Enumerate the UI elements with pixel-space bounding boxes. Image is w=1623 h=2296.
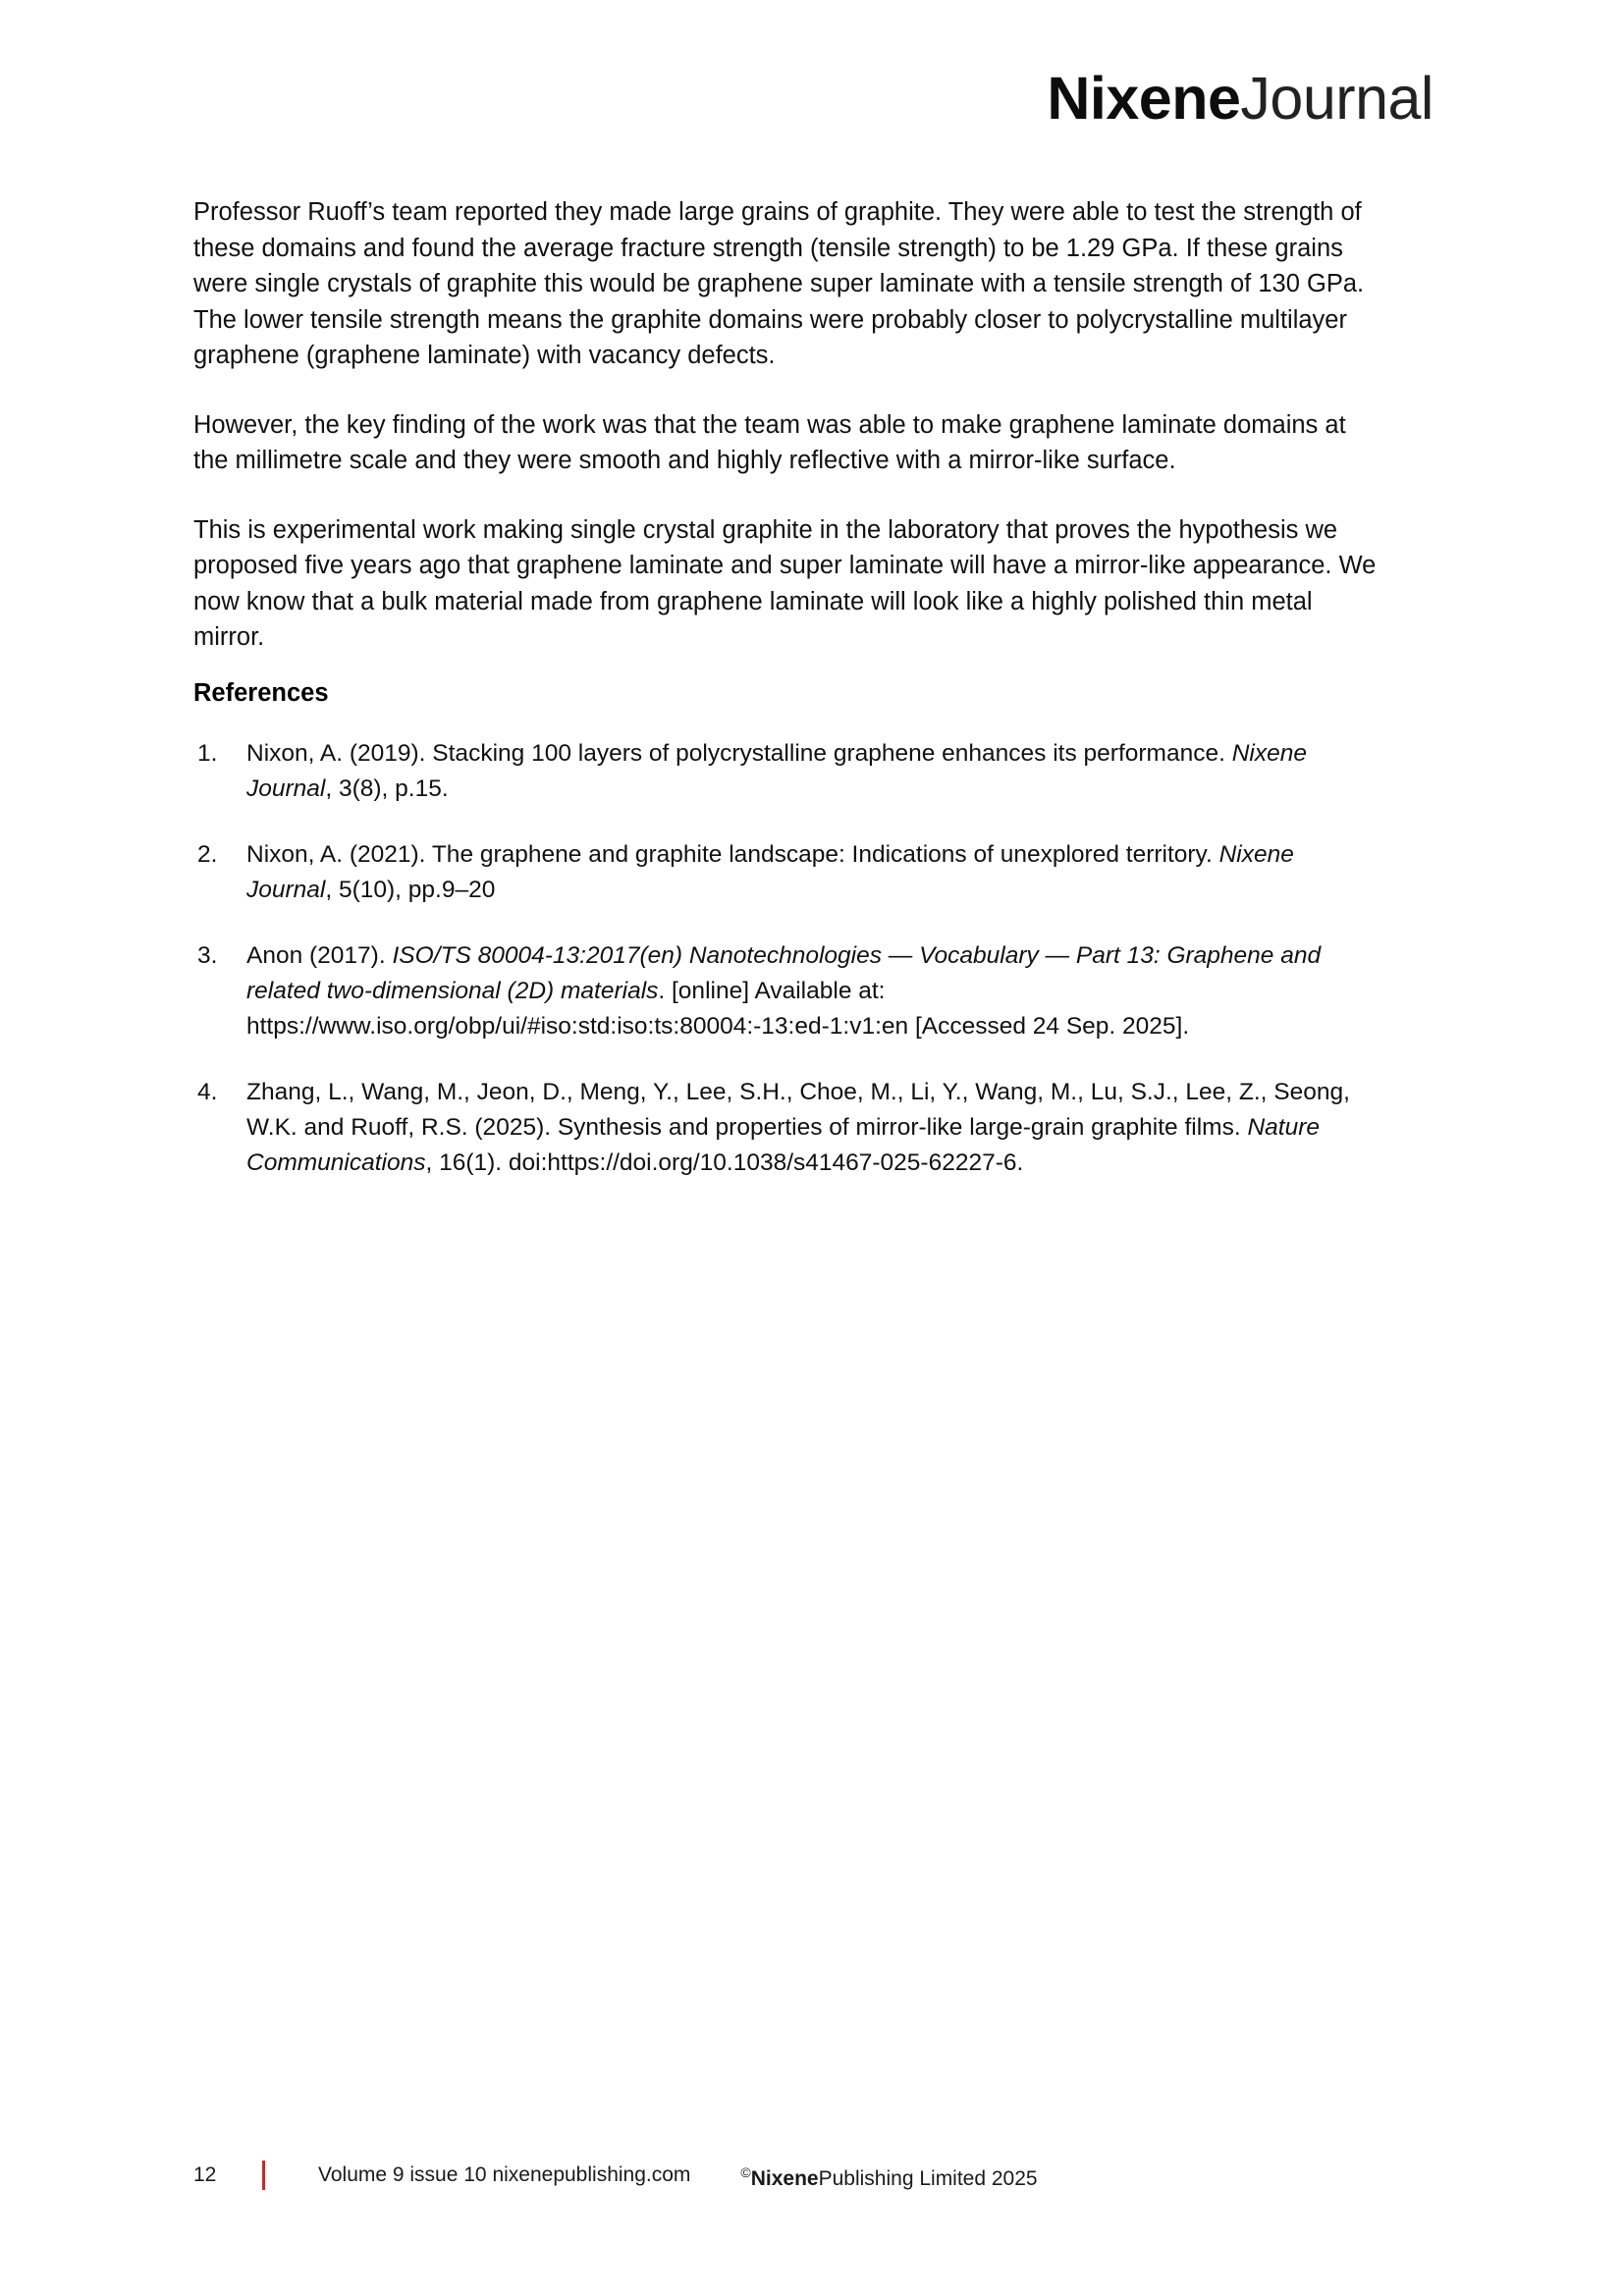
paragraph-1: Professor Ruoff’s team reported they made large grains of graphite. They were able to test the strength of these domains and found the average fracture strength (tensile strength) to be 1.29 GPa. If these grains were single crystals of graphite this would be graphene super laminate with a tensile strength of 130 GPa. The lower tensile strength means the graphite domains were probably closer to polycrystalline multilayer graphene (graphene laminate) with vacancy defects. — [193, 198, 1365, 369]
reference-item-4 — [193, 1075, 1383, 1181]
reference-source-title: Nature Communications — [246, 1113, 1321, 1176]
reference-number: 2. — [197, 840, 218, 868]
reference-text-lead: Nixon, A. (2021). The graphene and graphite landscape: Indications of unexplored territory. — [246, 840, 1219, 868]
reference-text-tail: . [online] Available at: https://www.iso.org/obp/ui/#iso:std:iso:ts:80004:-13:ed-1:v1:en [Accessed 24 Sep. 2025]. — [246, 977, 1190, 1040]
references-heading: References — [193, 678, 329, 707]
reference-number: 4. — [197, 1078, 218, 1105]
reference-number: 3. — [197, 941, 218, 969]
masthead — [1047, 59, 1434, 137]
reference-text-tail: , 5(10), pp.9–20 — [325, 876, 496, 903]
logo-brand-light: Journal — [1240, 64, 1434, 132]
reference-text-lead: Anon (2017). — [246, 941, 393, 969]
reference-text-tail: , 16(1). doi:https://doi.org/10.1038/s41467-025-62227-6. — [425, 1148, 1024, 1176]
reference-item-2 — [193, 837, 1383, 908]
journal-logo — [1047, 64, 1434, 132]
footer-brand: Nixene — [750, 2166, 819, 2190]
reference-text — [246, 1079, 1350, 1176]
copyright-icon: © — [740, 2163, 751, 2180]
reference-number: 1. — [197, 739, 218, 767]
paragraph-2: However, the key finding of the work was that the team was able to make graphene laminate domains at the millimetre scale and they were smooth and highly reflective with a mirror-like surface. — [193, 410, 1346, 474]
footer-copyright — [740, 2159, 1037, 2193]
reference-source-title: Nixene Journal — [246, 840, 1294, 903]
article-body — [193, 194, 1383, 1181]
reference-text — [246, 942, 1321, 1040]
footer-separator-left — [262, 2161, 265, 2190]
footer-copyright-rest: Publishing Limited 2025 — [818, 2166, 1038, 2190]
reference-text — [246, 740, 1307, 802]
reference-item-1 — [193, 736, 1383, 807]
reference-source-title: ISO/TS 80004-13:2017(en) Nanotechnologies — Vocabulary — Part 13: Graphene and related two-dimensional (2D) materials — [246, 941, 1322, 1004]
reference-text-lead: Nixon, A. (2019). Stacking 100 layers of polycrystalline graphene enhances its performance. — [246, 739, 1232, 767]
page-footer — [193, 2156, 1431, 2195]
paragraph-3: This is experimental work making single crystal graphite in the laboratory that proves the hypothesis we proposed five years ago that graphene laminate and super laminate will have a mirror-like appearance. We now know that a bulk material made from graphene laminate will look like a highly polished thin metal mirror. — [193, 515, 1377, 651]
reference-text-lead: Zhang, L., Wang, M., Jeon, D., Meng, Y., Lee, S.H., Choe, M., Li, Y., Wang, M., Lu, S.J., Lee, Z., Seong, W.K. and Ruoff, R.S. (2025). Synthesis and properties of mirror-like large-grain graphite films. — [246, 1078, 1350, 1141]
footer-volume-info: Volume 9 issue 10 nixenepublishing.com — [318, 2163, 691, 2186]
reference-source-title: Nixene Journal — [246, 739, 1307, 802]
reference-text — [246, 841, 1294, 903]
reference-item-3 — [193, 938, 1383, 1044]
references-list — [193, 736, 1383, 1181]
logo-brand-bold: Nixene — [1047, 64, 1241, 132]
footer-page-number: 12 — [193, 2163, 217, 2186]
reference-text-tail: , 3(8), p.15. — [325, 774, 449, 802]
